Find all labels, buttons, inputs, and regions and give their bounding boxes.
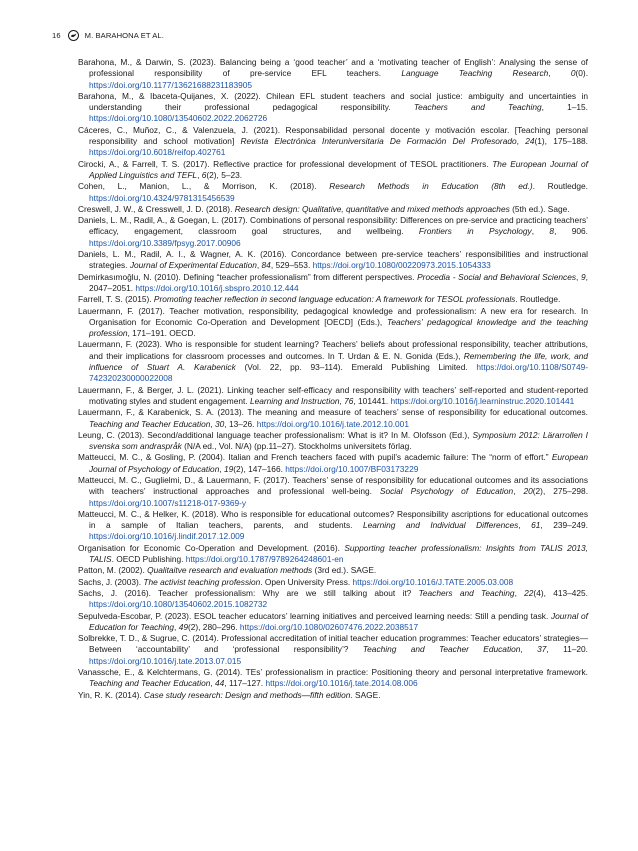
reference-text: Matteucci, M. C., & Helker, K. (2018). Who is responsible for educational outcomes? Responsibility ascriptions for educational outcomes in a sample of Italian teachers, parents, and students. bbox=[78, 508, 588, 531]
reference-entry bbox=[78, 215, 588, 249]
reference-text: (1), 175–188. bbox=[534, 136, 589, 147]
reference-italic-text: Frontiers in Psychology bbox=[418, 226, 532, 237]
reference-entry bbox=[78, 339, 588, 384]
reference-italic-text: 22 bbox=[524, 587, 534, 598]
reference-italic-text: The European Journal of Applied Linguistics and TEFL bbox=[89, 158, 588, 180]
reference-text: , bbox=[210, 418, 216, 429]
reference-text: , bbox=[531, 226, 550, 237]
reference-text: Sepulveda-Escobar, P. (2023). ESOL teacher educators’ learning initiatives and perceived learning needs: Still a pending task. bbox=[78, 610, 551, 621]
reference-entry bbox=[78, 565, 588, 576]
reference-italic-text: 30 bbox=[215, 418, 225, 429]
reference-text: Organisation for Economic Co-Operation and Development. (2016). bbox=[78, 542, 345, 553]
reference-italic-text: Journal of Experimental Education bbox=[129, 260, 257, 271]
reference-text: Creswell, J. W., & Cresswell, J. D. (2018). bbox=[78, 203, 235, 214]
doi-link[interactable]: https://doi.org/10.1007/BF03173229 bbox=[285, 463, 419, 474]
reference-italic-text: Learning and Individual Differences bbox=[362, 520, 519, 531]
doi-link[interactable]: https://doi.org/10.1787/9789264248601-en bbox=[185, 554, 344, 565]
reference-italic-text: Teachers and Teaching bbox=[418, 587, 515, 598]
doi-link[interactable]: https://doi.org/10.1177/13621688231183905 bbox=[89, 79, 252, 90]
reference-italic-text: Revista Electrónica Interuniversitaria De Formación Del Profesorado bbox=[240, 136, 517, 147]
reference-text: , 2047–2051. bbox=[89, 271, 588, 293]
reference-text: , 529–553. bbox=[270, 260, 313, 271]
reference-entry bbox=[78, 430, 588, 453]
reference-italic-text: 6 bbox=[201, 169, 207, 180]
reference-italic-text: 61 bbox=[531, 520, 541, 531]
doi-link[interactable]: https://doi.org/10.1016/J.TATE.2005.03.008 bbox=[352, 576, 514, 587]
reference-text: , bbox=[256, 260, 262, 271]
running-title: M. BARAHONA ET AL. bbox=[84, 30, 164, 40]
reference-italic-text: 49 bbox=[178, 621, 188, 632]
reference-italic-text: Case study research: Design and methods—fifth edition bbox=[144, 689, 351, 700]
reference-italic-text: Promoting teacher reflection in second language education: A framework for TESOL professionals bbox=[153, 294, 516, 305]
reference-text: , 101441. bbox=[353, 395, 391, 406]
reference-entry bbox=[78, 633, 588, 667]
reference-italic-text: Research design: Qualitative, quantitative and mixed methods approaches bbox=[234, 203, 510, 214]
reference-text: (2), 280–296. bbox=[187, 621, 240, 632]
reference-text: , bbox=[513, 486, 524, 497]
doi-link[interactable]: https://doi.org/10.1080/00220973.2015.1054333 bbox=[312, 260, 491, 271]
reference-text: (0). bbox=[575, 68, 589, 79]
reference-italic-text: 44 bbox=[215, 678, 225, 689]
reference-text: Sachs, J. (2016). Teacher professionalism: Why are we still talking about it? bbox=[78, 587, 419, 598]
reference-italic-text: 84 bbox=[261, 260, 271, 271]
reference-entry bbox=[78, 306, 588, 340]
reference-text: , bbox=[210, 678, 216, 689]
reference-entry bbox=[78, 249, 588, 272]
reference-text: Lauermann, F. (2023). Who is responsible for student learning? Teachers’ beliefs about professional responsibility, teacher attributions, and their implications for classroom processes and outcomes. In T. Urdan & E. N. Gonida (Eds.), bbox=[78, 339, 588, 361]
reference-entry bbox=[78, 611, 588, 634]
reference-text: Cirocki, A., & Farrell, T. S. (2017). Reflective practice for professional development of TESOL practitioners. bbox=[78, 158, 493, 169]
reference-italic-text: Language Teaching Research bbox=[401, 68, 549, 79]
doi-link[interactable]: https://doi.org/10.1080/02607476.2022.2038517 bbox=[239, 621, 419, 632]
doi-link[interactable]: https://doi.org/10.1016/j.tate.2014.08.006 bbox=[265, 678, 418, 689]
reference-italic-text: 8 bbox=[549, 226, 555, 237]
reference-italic-text: Supporting teacher professionalism: Insights from TALIS 2013, TALIS bbox=[89, 542, 588, 565]
reference-text: , bbox=[174, 621, 179, 632]
reference-text: (4), 413–425. bbox=[533, 587, 588, 598]
doi-link[interactable]: https://doi.org/10.1016/j.tate.2013.07.015 bbox=[89, 655, 242, 666]
reference-entry bbox=[78, 509, 588, 543]
doi-link[interactable]: https://doi.org/10.6018/reifop.402761 bbox=[89, 147, 226, 158]
reference-text: (Vol. 22, pp. 93–114). Emerald Publishing Limited. bbox=[235, 362, 477, 373]
reference-italic-text: European Journal of Psychology of Education bbox=[89, 452, 588, 474]
reference-entry bbox=[78, 91, 588, 125]
reference-italic-text: Research Methods in Education (8th ed.) bbox=[329, 181, 533, 192]
reference-text: , bbox=[520, 644, 538, 655]
reference-italic-text: Teaching and Teacher Education bbox=[89, 678, 211, 689]
reference-text: Sachs, J. (2003). bbox=[78, 576, 144, 587]
reference-text: , bbox=[576, 271, 582, 282]
reference-text: , bbox=[219, 463, 224, 474]
reference-italic-text: Teaching and Teacher Education bbox=[362, 644, 521, 655]
reference-list bbox=[78, 57, 588, 701]
doi-link[interactable]: https://doi.org/10.4324/9781315456539 bbox=[89, 192, 235, 203]
reference-italic-text: Symposium 2012: Lärarrollen I svenska som andraspråk bbox=[89, 429, 588, 452]
reference-text: , bbox=[339, 395, 345, 406]
page-number: 16 bbox=[52, 30, 61, 40]
reference-italic-text: 24 bbox=[525, 136, 535, 147]
reference-entry bbox=[78, 452, 588, 475]
reference-entry bbox=[78, 690, 588, 701]
reference-text: , 11–20. bbox=[546, 644, 588, 655]
reference-text: Daniels, L. M., Radil, A. I., & Wagner, A. K. (2016). Concordance between pre-service teachers’ responsibilities and instructional strategies. bbox=[78, 249, 588, 271]
reference-italic-text: 9 bbox=[581, 271, 586, 282]
reference-italic-text: 76 bbox=[344, 395, 354, 406]
reference-text: Matteucci, M. C., Guglielmi, D., & Lauermann, F. (2017). Teachers’ sense of responsibility for educational outcomes and its associations with teachers’ instructional approaches and professional well-being. bbox=[78, 474, 588, 497]
reference-text: Solbrekke, T. D., & Sugrue, C. (2014). Professional accreditation of initial teacher education programmes: Teacher educators’ strategies—Between ‘accountability’ and ‘professional responsibility’? bbox=[78, 633, 588, 655]
doi-link[interactable]: https://doi.org/10.1016/j.sbspro.2010.12.444 bbox=[135, 282, 299, 293]
reference-text: , bbox=[516, 136, 526, 147]
doi-link[interactable]: https://doi.org/10.1080/13540602.2015.1082732 bbox=[89, 599, 268, 610]
reference-italic-text: Teachers’ pedagogical knowledge and the teaching profession bbox=[89, 316, 588, 339]
reference-text: Daniels, L. M., Radil, A., & Goegan, L. (2017). Combinations of personal responsibility: Differences on pre-service and practicing teachers’ efficacy, engagement, classroom goal structures, and wellbeing. bbox=[78, 215, 588, 237]
reference-italic-text: 0 bbox=[570, 68, 576, 79]
reference-italic-text: Remembering the life, work, and influence of Stuart A. Karabenick bbox=[89, 350, 588, 373]
reference-text: (2), 5–23. bbox=[206, 169, 243, 180]
reference-entry bbox=[78, 407, 588, 430]
reference-italic-text: 37 bbox=[537, 644, 547, 655]
reference-text: , bbox=[514, 587, 525, 598]
reference-text: , 117–127. bbox=[224, 678, 266, 689]
reference-text: (2), 275–298. bbox=[532, 486, 589, 497]
reference-italic-text: 19 bbox=[223, 463, 234, 474]
reference-text: Yin, R. K. (2014). bbox=[78, 689, 145, 700]
reference-text: Lauermann, F., & Karabenick, S. A. (2013). The meaning and measure of teachers’ sense of responsibility for educational outcomes. bbox=[78, 407, 588, 418]
reference-text: (5th ed.). Sage. bbox=[509, 203, 570, 214]
reference-italic-text: Learning and Instruction bbox=[249, 395, 340, 406]
doi-link[interactable]: https://doi.org/10.1007/s11218-017-9369-y bbox=[89, 497, 247, 508]
reference-entry bbox=[78, 204, 588, 215]
reference-italic-text: Qualitaitve research and evaluation methods bbox=[147, 565, 313, 576]
reference-text: , bbox=[548, 68, 571, 79]
doi-link[interactable]: https://doi.org/10.3389/fpsyg.2017.00906 bbox=[89, 237, 241, 248]
reference-text: Lauermann, F., & Berger, J. L. (2021). Linking teacher self-efficacy and responsibility with teachers’ self-reported and student-reported motivating styles and student engagement. bbox=[78, 384, 588, 406]
reference-text: Farrell, T. S. (2015). bbox=[78, 294, 154, 305]
reference-entry bbox=[78, 588, 588, 611]
reference-entry bbox=[78, 159, 588, 182]
reference-text: (3rd ed.). SAGE. bbox=[312, 565, 377, 576]
reference-text: Vanassche, E., & Kelchtermans, G. (2014). TEs’ professionalism in practice: Positioning theory and personal interpretative framework. bbox=[78, 667, 588, 678]
reference-italic-text: Procedia - Social and Behavioral Sciences bbox=[417, 271, 577, 282]
doi-link[interactable]: https://doi.org/10.1080/13540602.2022.2062726 bbox=[89, 113, 268, 124]
reference-text: , bbox=[197, 169, 202, 180]
reference-text: Cohen, L., Manion, L., & Morrison, K. (2018). bbox=[78, 181, 330, 192]
reference-text: Barahona, M., & Darwin, S. (2023). Balancing being a ‘good teacher’ and a ‘motivating teacher of English’: Analysing the sense of professional responsibility of pre-service EFL teachers. bbox=[78, 57, 588, 79]
reference-italic-text: 20 bbox=[523, 486, 533, 497]
reference-text: . SAGE. bbox=[350, 689, 381, 700]
reference-text: , 1–15. bbox=[541, 102, 588, 113]
reference-text: Demirkasımoğlu, N. (2010). Defining “teacher professionalism” from different perspectives. bbox=[78, 271, 418, 282]
reference-italic-text: Teachers and Teaching bbox=[413, 102, 542, 113]
reference-entry bbox=[78, 475, 588, 509]
reference-text: . Routledge. bbox=[532, 181, 588, 192]
reference-text: , 171–191. OECD. bbox=[127, 328, 196, 339]
reference-text: Barahona, M., & Ibaceta-Quijanes, X. (2022). Chilean EFL student teachers and social justice: ambiguity and uncertainties in understanding their professional pedagogical responsibility. bbox=[78, 90, 588, 113]
reference-entry bbox=[78, 57, 588, 91]
reference-entry bbox=[78, 577, 588, 588]
reference-text: , bbox=[518, 520, 532, 531]
reference-italic-text: The activist teaching profession bbox=[143, 576, 261, 587]
reference-text: , 906. bbox=[554, 226, 588, 237]
reference-text: , 239–249. bbox=[540, 520, 589, 531]
reference-text: Lauermann, F. (2017). Teacher motivation, responsibility, pedagogical knowledge and professionalism: A new era for research. In Organisation for Economic Co-Operation and Development [OECD] (Eds.), bbox=[78, 305, 588, 327]
doi-link[interactable]: https://doi.org/10.1016/j.tate.2012.10.001 bbox=[256, 418, 409, 429]
publisher-bird-icon bbox=[68, 30, 79, 41]
doi-link[interactable]: https://doi.org/10.1016/j.learninstruc.2020.101441 bbox=[390, 395, 575, 406]
reference-text: . Open University Press. bbox=[260, 576, 353, 587]
reference-entry bbox=[78, 385, 588, 408]
reference-text: Matteucci, M. C., & Gosling, P. (2004). Italian and French teachers faced with pupil’s academic failure: The “norm of effort.” bbox=[78, 452, 552, 463]
running-header bbox=[52, 28, 164, 42]
doi-link[interactable]: https://doi.org/10.1108/S0749-742320230000022008 bbox=[89, 362, 588, 384]
reference-text: , 13–26. bbox=[224, 418, 257, 429]
reference-text: Patton, M. (2002). bbox=[78, 565, 148, 576]
reference-italic-text: Journal of Education for Teaching bbox=[89, 610, 588, 632]
doi-link[interactable]: https://doi.org/10.1016/j.lindif.2017.12.009 bbox=[89, 531, 245, 542]
reference-text: (N/A ed., Vol. N/A) (pp.11–27). Stockholms universitets förlag. bbox=[181, 441, 412, 452]
reference-entry bbox=[78, 272, 588, 295]
reference-italic-text: Social Psychology of Education bbox=[379, 486, 514, 497]
reference-entry bbox=[78, 667, 588, 690]
reference-entry bbox=[78, 294, 588, 305]
reference-text: Cáceres, C., Muñoz, C., & Valenzuela, J. (2021). Responsabilidad personal docente y motivación escolar. [Teaching personal responsibility and school motivation] bbox=[78, 124, 588, 147]
reference-text: . Routledge. bbox=[515, 294, 561, 305]
reference-italic-text: Teaching and Teacher Education bbox=[89, 418, 211, 429]
reference-text: Leung, C. (2013). Second/additional language teacher professionalism: What is it? In M. Olofsson (Ed.), bbox=[78, 429, 473, 440]
reference-entry bbox=[78, 181, 588, 204]
reference-entry bbox=[78, 125, 588, 159]
reference-entry bbox=[78, 543, 588, 566]
reference-text: . OECD Publishing. bbox=[111, 554, 186, 565]
reference-text: (2), 147–166. bbox=[233, 463, 286, 474]
